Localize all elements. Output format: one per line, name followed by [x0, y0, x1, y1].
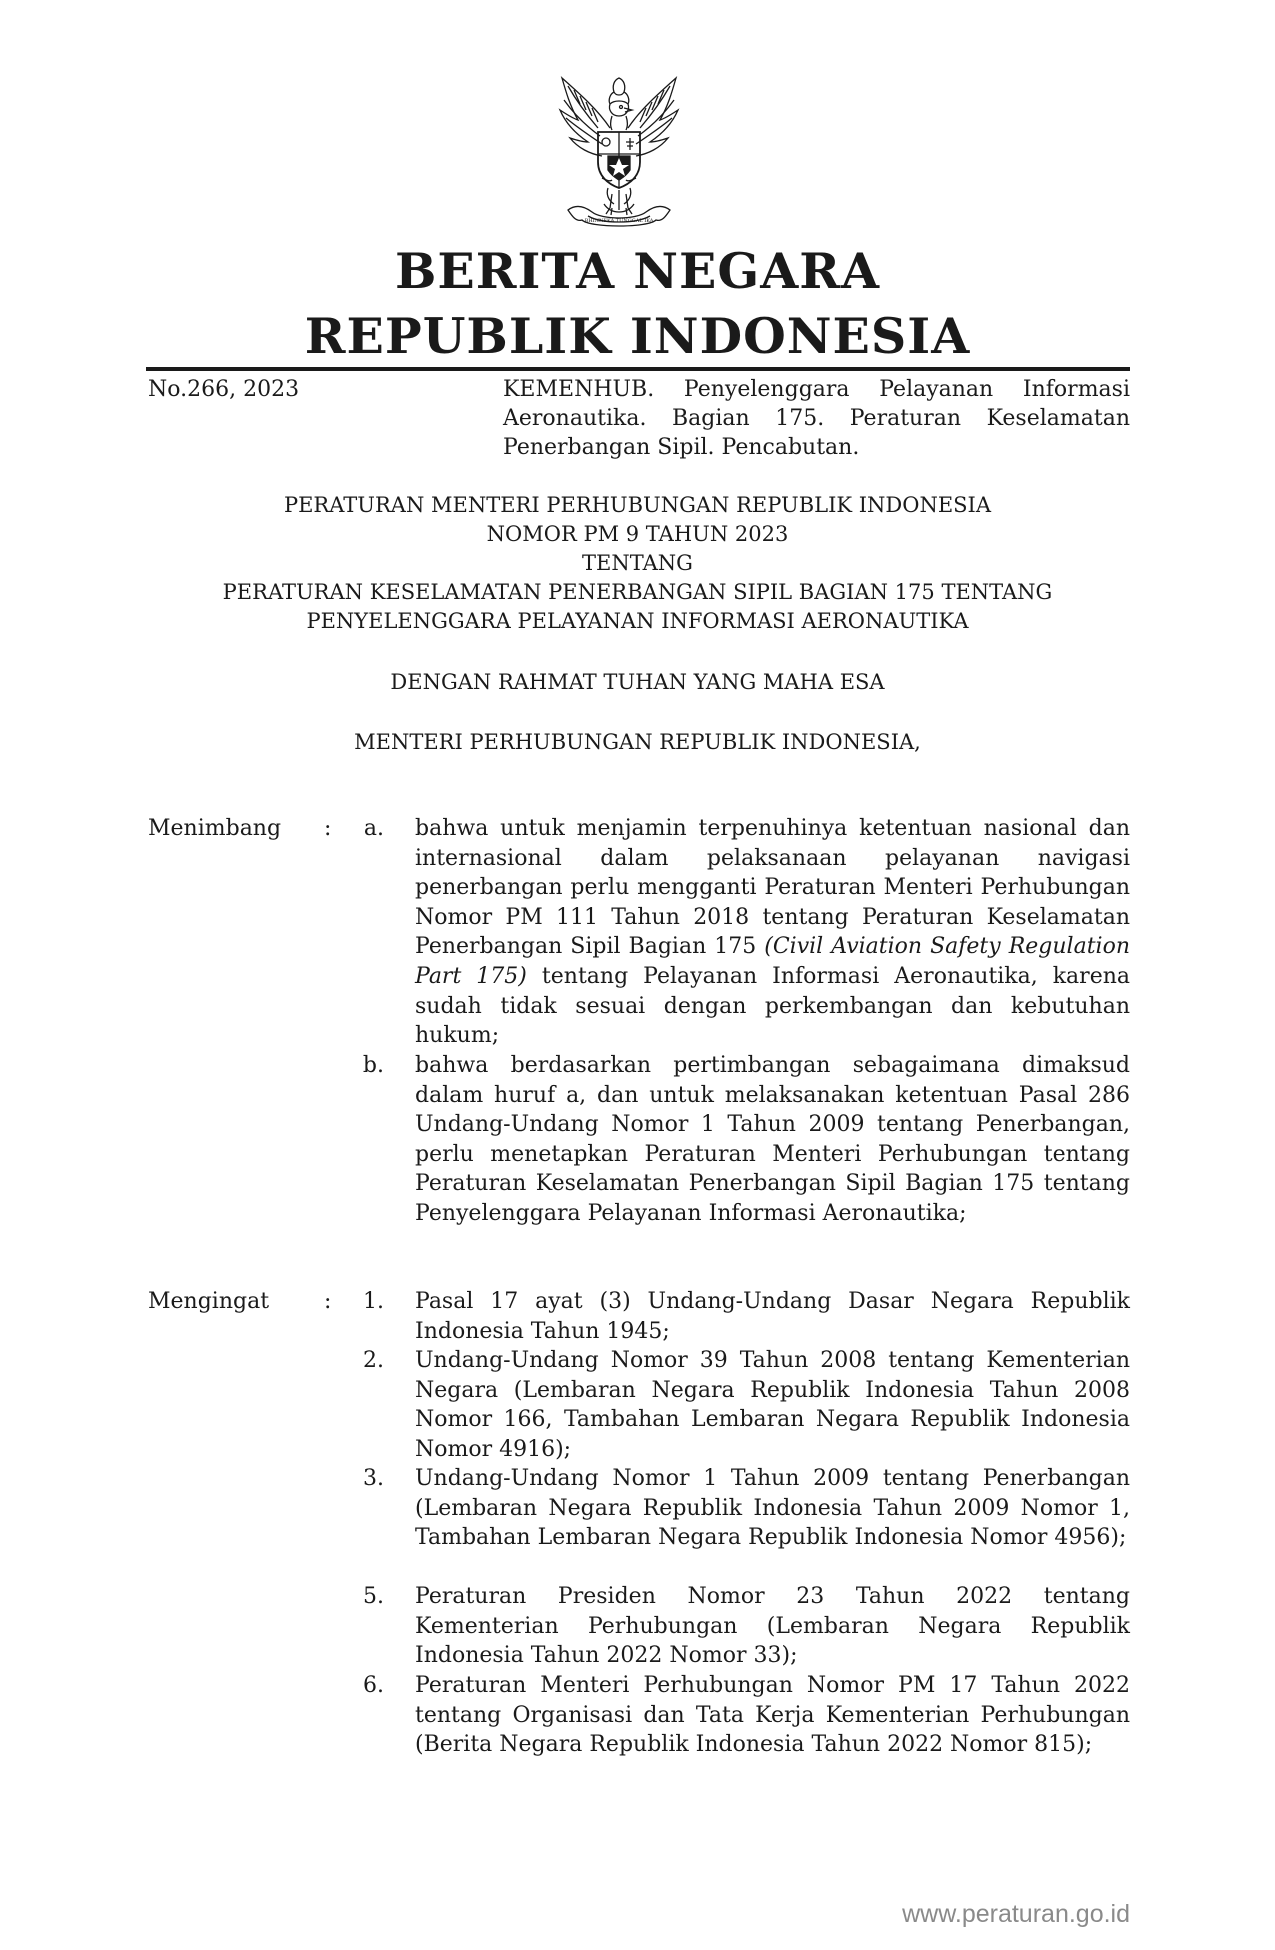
list-item-marker: b. [362, 1053, 384, 1078]
source-url: www.peraturan.go.id [902, 1900, 1130, 1928]
minister-title: MENTERI PERHUBUNGAN REPUBLIK INDONESIA, [354, 730, 921, 754]
menimbang-colon: : [324, 816, 332, 841]
list-item-marker: a. [363, 816, 384, 841]
list-item-text: bahwa untuk menjamin terpenuhinya ketentuan nasional dan internasional dalam pelaksanaan pelayanan navigasi penerbangan perlu mengganti Peraturan Menteri Perhubungan Nomor PM 111 Tahun 2018 tentang Peraturan Keselamatan Penerbangan Sipil Bagian 175 [415, 816, 1130, 960]
invocation: DENGAN RAHMAT TUHAN YANG MAHA ESA [390, 670, 885, 694]
menimbang-label: Menimbang [148, 816, 282, 841]
masthead-line-1: BERITA NEGARA [394, 242, 880, 300]
gazette-number: No.266, 2023 [148, 377, 300, 402]
list-item-text: tentang Pelayanan Informasi Aeronautika, karena sudah tidak sesuai dengan perkembangan dan kebutuhan hukum; [415, 963, 1130, 1049]
list-item: bahwa berdasarkan pertimbangan sebagaimana dimaksud dalam huruf a, dan untuk melaksanakan ketentuan Pasal 286 Undang-Undang Nomor 1 Tahun 2009 tentang Penerbangan, perlu menetapkan Peraturan Menteri Perhubungan tentang Peraturan Keselamatan Penerbangan Sipil Bagian 175 tentang Penyelenggara Pelayanan Informasi Aeronautika; [415, 1053, 1130, 1226]
regulation-title-line-1: PERATURAN MENTERI PERHUBUNGAN REPUBLIK INDONESIA [283, 493, 992, 517]
list-item: Peraturan Presiden Nomor 23 Tahun 2022 tentang Kementerian Perhubungan (Lembaran Negara Republik Indonesia Tahun 2022 Nomor 33); [415, 1584, 1130, 1669]
mengingat-label: Mengingat [148, 1289, 270, 1314]
regulation-subject-line-2: PENYELENGGARA PELAYANAN INFORMASI AERONAUTIKA [306, 609, 969, 633]
regulation-tentang: TENTANG [582, 551, 693, 575]
list-item-italic-text: (Civil Aviation Safety Regulation Part 175) [415, 934, 1130, 989]
list-item-marker: 2. [363, 1348, 384, 1373]
list-item: Peraturan Menteri Perhubungan Nomor PM 17 Tahun 2022 tentang Organisasi dan Tata Kerja Kementerian Perhubungan (Berita Negara Republik Indonesia Tahun 2022 Nomor 815); [415, 1673, 1130, 1758]
list-item: Undang-Undang Nomor 1 Tahun 2009 tentang Penerbangan (Lembaran Negara Republik Indonesia Tahun 2009 Nomor 1, Tambahan Lembaran Negara Republik Indonesia Nomor 4956); [415, 1466, 1130, 1551]
list-item: Undang-Undang Nomor 39 Tahun 2008 tentang Kementerian Negara (Lembaran Negara Republik Indonesia Tahun 2008 Nomor 166, Tambahan Lembaran Negara Republik Indonesia Nomor 4916); [415, 1348, 1130, 1462]
list-item: Pasal 17 ayat (3) Undang-Undang Dasar Negara Republik Indonesia Tahun 1945; [415, 1289, 1130, 1344]
motto-text: BHINNEKA TUNGGAL IKA [584, 218, 654, 224]
list-item-marker: 6. [363, 1673, 384, 1698]
mengingat-colon: : [324, 1289, 332, 1314]
regulation-subject-line-1: PERATURAN KESELAMATAN PENERBANGAN SIPIL BAGIAN 175 TENTANG [222, 580, 1053, 604]
masthead-rule [146, 367, 1130, 371]
regulation-number: NOMOR PM 9 TAHUN 2023 [486, 522, 789, 546]
list-item-marker: 3. [363, 1466, 384, 1491]
list-item-marker: 5. [363, 1584, 384, 1609]
garuda-emblem-icon [548, 70, 690, 238]
gazette-subject: KEMENHUB. Penyelenggara Pelayanan Informasi Aeronautika. Bagian 175. Peraturan Keselamatan Penerbangan Sipil. Pencabutan. [503, 377, 1130, 460]
masthead-line-2: REPUBLIK INDONESIA [304, 307, 971, 365]
list-item-marker: 1. [363, 1289, 384, 1314]
list-item [415, 814, 1130, 1051]
